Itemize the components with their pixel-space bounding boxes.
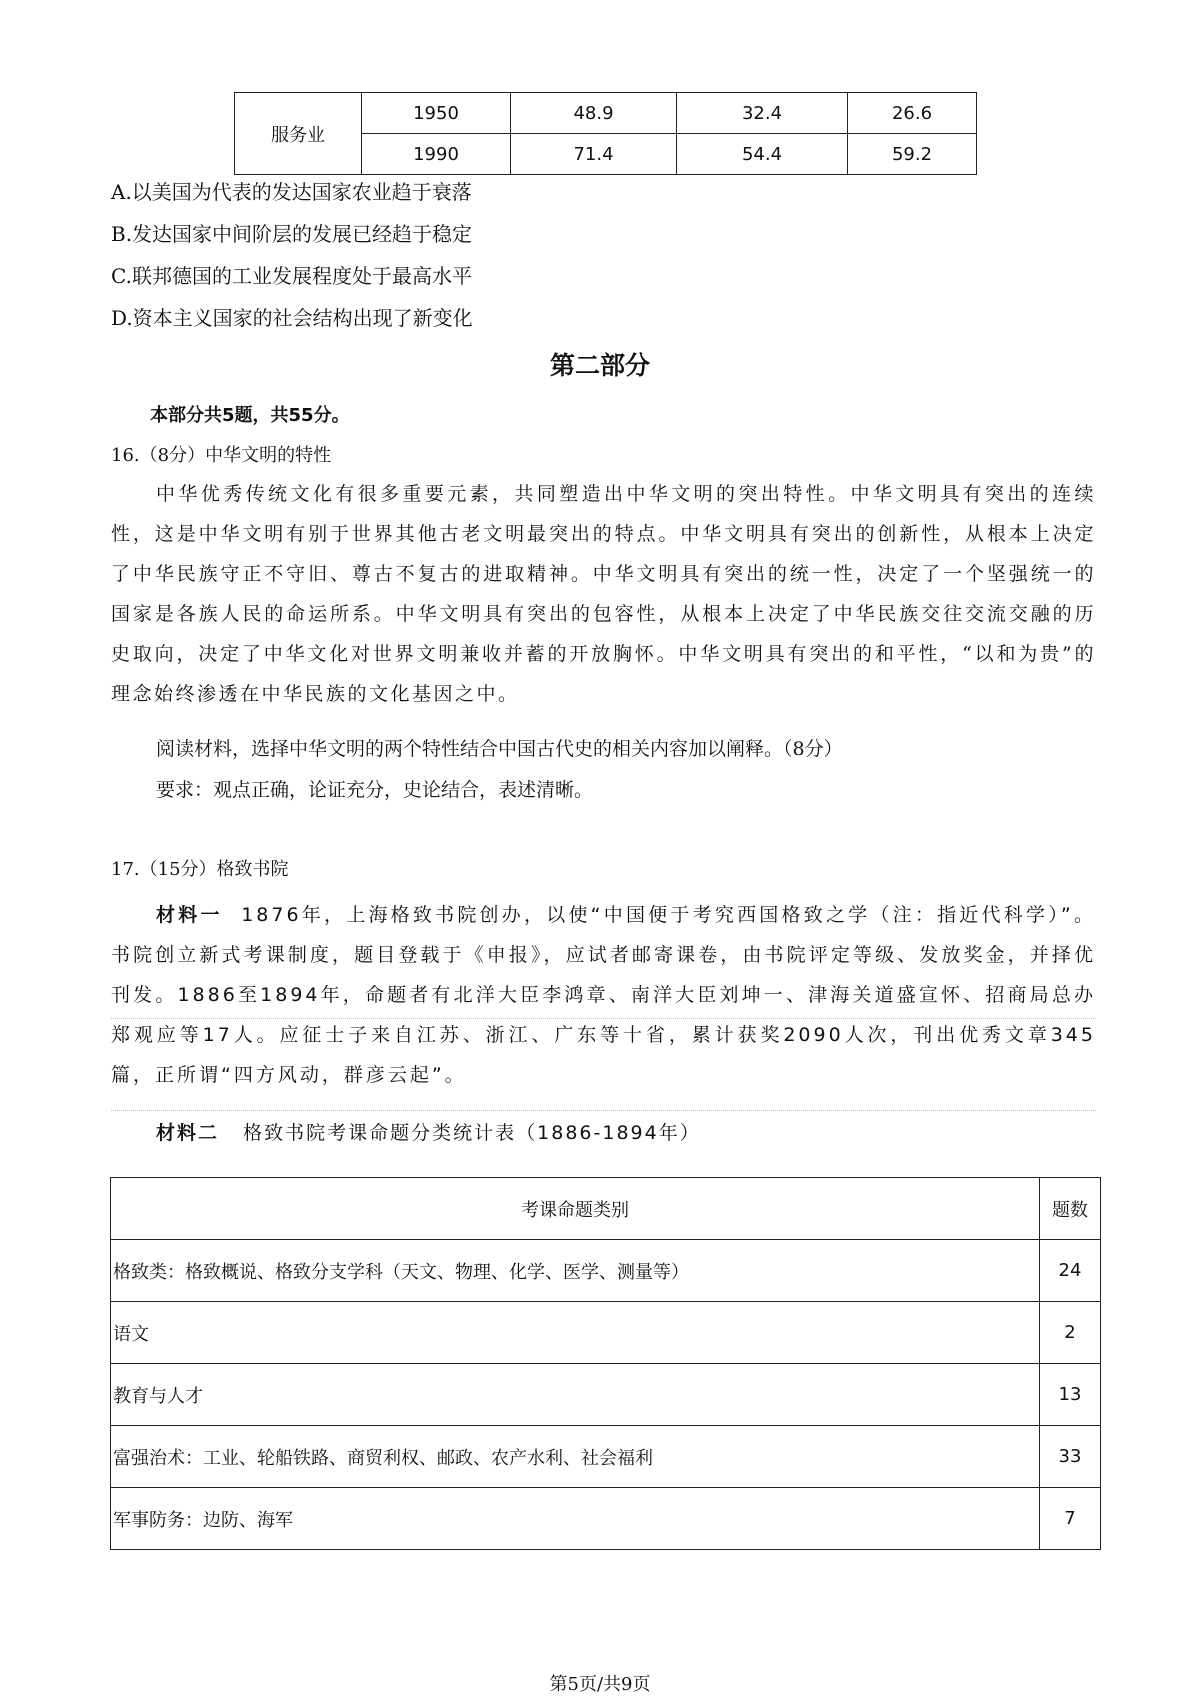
service-industry-table bbox=[234, 92, 977, 175]
category-cell: 富强治术：工业、轮船铁路、商贸利权、邮政、农产水利、社会福利 bbox=[111, 1426, 1040, 1488]
material1-label: 材料一 bbox=[156, 904, 223, 926]
table-row bbox=[111, 1240, 1101, 1302]
q16-requirement: 要求：观点正确，论证充分，史论结合，表述清晰。 bbox=[156, 779, 594, 801]
count-cell: 7 bbox=[1040, 1488, 1101, 1550]
material2-label: 材料二 bbox=[156, 1122, 220, 1144]
count-cell: 13 bbox=[1040, 1364, 1101, 1426]
part-description: 本部分共5题，共55分。 bbox=[150, 405, 350, 426]
material2-text: 格致书院考课命题分类统计表（1886-1894年） bbox=[243, 1122, 701, 1144]
table-cell: 1990 bbox=[362, 134, 511, 175]
table-cell: 32.4 bbox=[677, 93, 848, 134]
dotted-divider bbox=[111, 1110, 1096, 1111]
table-row bbox=[111, 1364, 1101, 1426]
category-cell: 语文 bbox=[111, 1302, 1040, 1364]
q17-material1 bbox=[111, 895, 1096, 1095]
category-cell: 格致类：格致概说、格致分支学科（天文、物理、化学、医学、测量等） bbox=[111, 1240, 1040, 1302]
table-row bbox=[111, 1488, 1101, 1550]
q16-heading: 16.（8分）中华文明的特性 bbox=[111, 445, 332, 466]
part-title: 第二部分 bbox=[549, 351, 650, 380]
category-cell: 教育与人才 bbox=[111, 1364, 1040, 1426]
q16-passage bbox=[111, 474, 1096, 714]
table-row bbox=[235, 93, 977, 134]
count-cell: 24 bbox=[1040, 1240, 1101, 1302]
option-a: A.以美国为代表的发达国家农业趋于衰落 bbox=[111, 180, 472, 204]
table-row bbox=[111, 1426, 1101, 1488]
table-cell: 54.4 bbox=[677, 134, 848, 175]
count-cell: 2 bbox=[1040, 1302, 1101, 1364]
page-footer: 第5页/共9页 bbox=[549, 1674, 651, 1695]
table-cell: 71.4 bbox=[511, 134, 677, 175]
table-cell: 48.9 bbox=[511, 93, 677, 134]
table-header-row bbox=[111, 1178, 1101, 1240]
q16-task: 阅读材料，选择中华文明的两个特性结合中国古代史的相关内容加以阐释。（8分） bbox=[156, 738, 843, 760]
column-header: 题数 bbox=[1040, 1178, 1101, 1240]
count-cell: 33 bbox=[1040, 1426, 1101, 1488]
table-cell: 1950 bbox=[362, 93, 511, 134]
q17-heading: 17.（15分）格致书院 bbox=[111, 859, 289, 880]
column-header: 考课命题类别 bbox=[111, 1178, 1040, 1240]
dotted-divider bbox=[111, 1018, 1096, 1019]
category-cell: 军事防务：边防、海军 bbox=[111, 1488, 1040, 1550]
q16-passage-text: 中华优秀传统文化有很多重要元素，共同塑造出中华文明的突出特性。中华文明具有突出的连续性，这是中华文明有别于世界其他古老文明最突出的特点。中华文明具有突出的创新性，从根本上决定了中华民族守正不守旧、尊古不复古的进取精神。中华文明具有突出的统一性，决定了一个坚强统一的国家是各族人民的命运所系。中华文明具有突出的包容性，从根本上决定了中华民族交往交流交融的历史取向，决定了中华文化对世界文明兼收并蓄的开放胸怀。中华文明具有突出的和平性，“以和为贵”的理念始终渗透在中华民族的文化基因之中。 bbox=[111, 483, 1096, 705]
material1-text: 1876年，上海格致书院创办，以使“中国便于考究西国格致之学（注：指近代科学）”。书院创立新式考课制度，题目登载于《申报》，应试者邮寄课卷，由书院评定等级、发放奖金，并择优刊发。1886至1894年，命题者有北洋大臣李鸿章、南洋大臣刘坤一、津海关道盛宣怀、招商局总办郑观应等17人。应征士子来自江苏、浙江、广东等十省，累计获奖2090人次，刊出优秀文章345篇，正所谓“四方风动，群彦云起”。 bbox=[111, 904, 1096, 1086]
table-cell: 26.6 bbox=[848, 93, 977, 134]
table-cell: 59.2 bbox=[848, 134, 977, 175]
exam-category-table bbox=[110, 1177, 1101, 1550]
table-row bbox=[111, 1302, 1101, 1364]
option-c: C.联邦德国的工业发展程度处于最高水平 bbox=[111, 264, 472, 288]
option-d: D.资本主义国家的社会结构出现了新变化 bbox=[111, 306, 473, 330]
option-b: B.发达国家中间阶层的发展已经趋于稳定 bbox=[111, 222, 473, 246]
row-category-cell: 服务业 bbox=[235, 93, 362, 175]
q17-material2 bbox=[156, 1118, 701, 1145]
